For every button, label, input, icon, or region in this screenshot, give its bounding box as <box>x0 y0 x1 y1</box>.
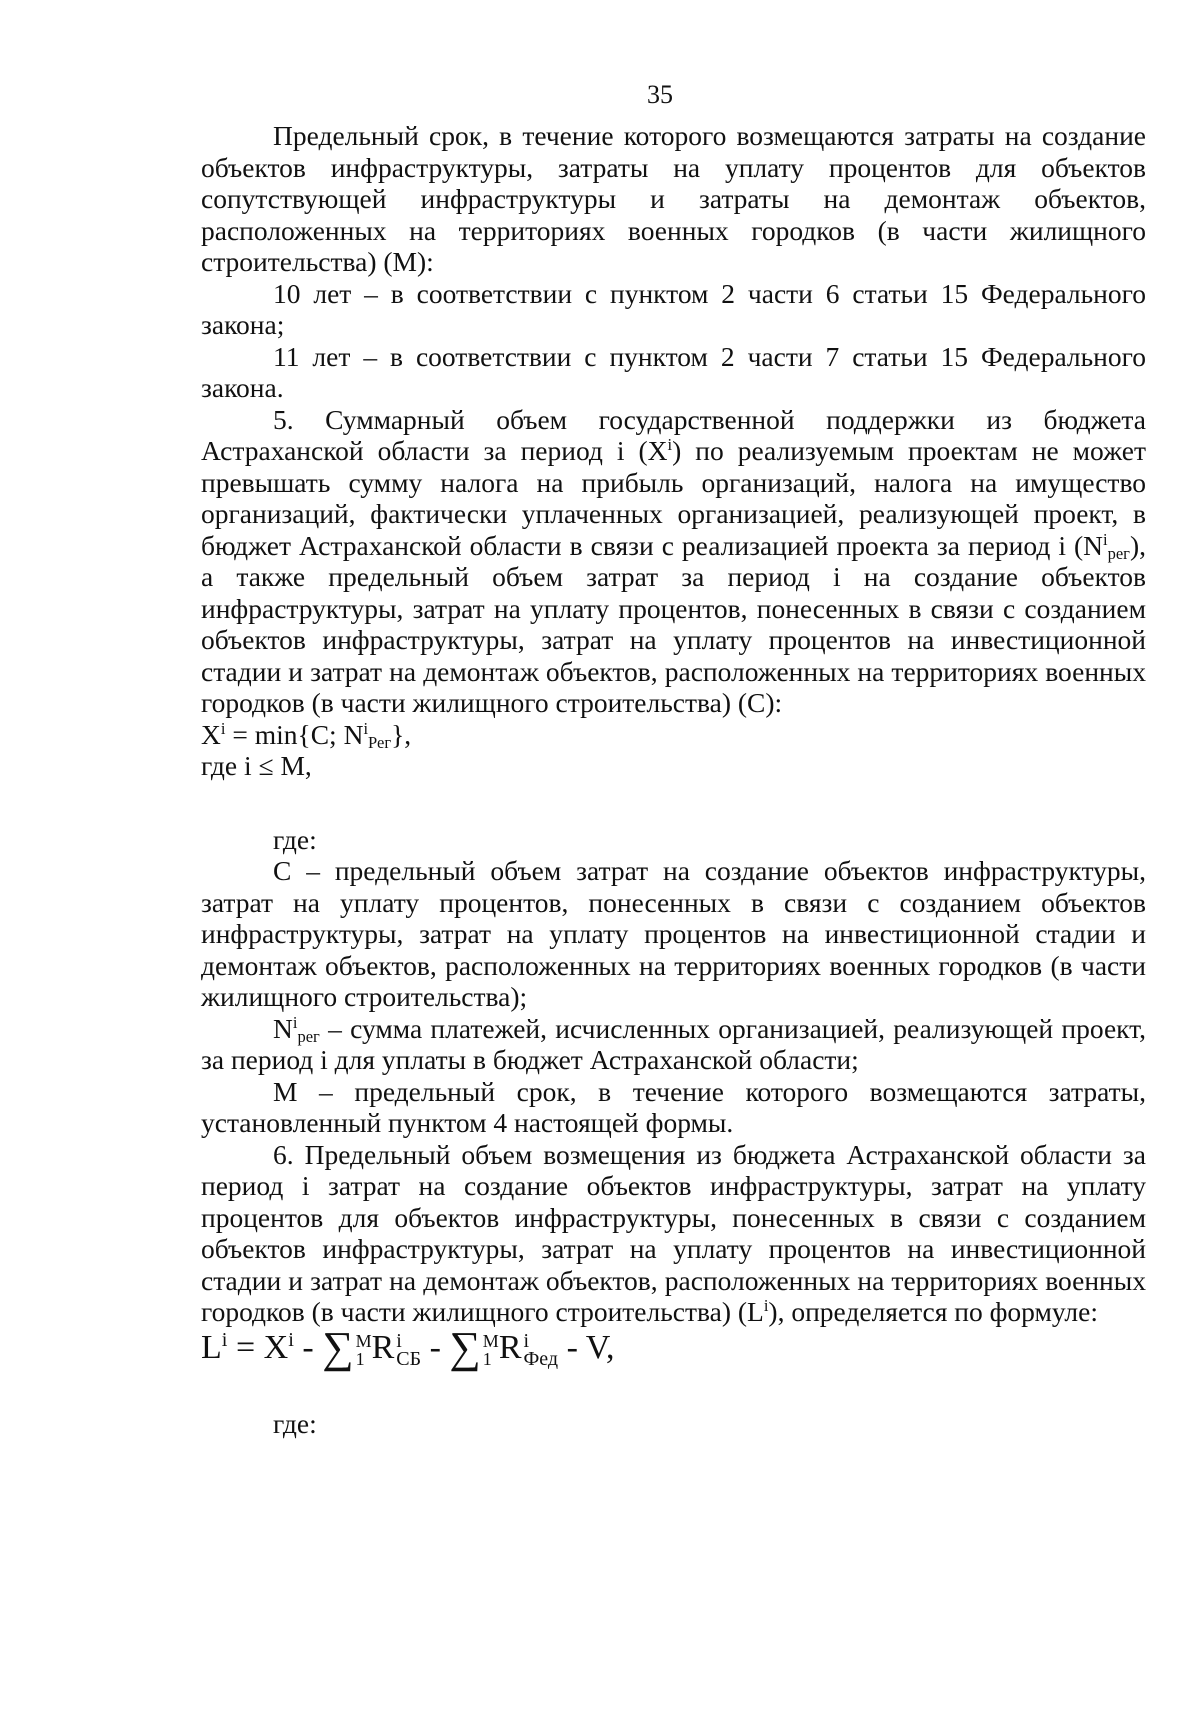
sum-sign: ∑ <box>322 1322 354 1372</box>
paragraph-term: Предельный срок, в течение которого возмещаются затраты на создание объектов инфраструктуры, затраты на уплату процентов для объектов сопутствующей инфраструктуры и затраты на демонтаж объектов, расположенных на территориях военных городков (в части жилищного строительства) (М): <box>201 120 1146 277</box>
superscript-i: i <box>667 435 673 455</box>
sum-limits: M 1 <box>482 1330 499 1369</box>
page-number: 35 <box>647 80 673 109</box>
sum-sign: ∑ <box>449 1322 481 1372</box>
where-label-1: где: <box>273 823 317 855</box>
sum-limits: M 1 <box>355 1330 372 1369</box>
paragraph-6: 6. Предельный объем возмещения из бюджета Астраханской области за период i затрат на создание объектов инфраструктуры, затрат на уплату процентов для объектов инфраструктуры, понесенных в связи с созданием объектов инфраструктуры, затрат на уплату процентов на инвестиционной стадии и затрат на демонтаж объектов, расположенных на территориях военных городков (в части жилищного строительства) $(L^i)$, определяется по формуле: <box>201 1138 1146 1327</box>
definition-c: С – предельный объем затрат на создание объектов инфраструктуры, затрат на уплату процентов, понесенных в связи с созданием объектов инфраструктуры, затрат на уплату процентов на инвестиционной стадии и демонтаж объектов, расположенных на территориях военных городков (в части жилищного строительства); <box>201 855 1146 1012</box>
paragraph-11-years: 11 лет – в соответствии с пунктом 2 части 7 статьи 15 Федерального закона. <box>201 340 1146 403</box>
formula-l: $L^i = X^i$ - ∑ M 1 R i СБ - ∑ M 1 R i Фед - V, <box>201 1322 615 1372</box>
where-label-2: где: <box>273 1407 317 1439</box>
superscript-i: i <box>1103 529 1108 549</box>
document-body <box>201 120 1146 1439</box>
formula-x-min: $X^i = \min\{C$; $N^i_{Рег}$}, <box>201 718 412 752</box>
subscript-reg: рег <box>1107 543 1130 563</box>
paragraph-5-part-c: ), а также предельный объем затрат за период i на создание объектов инфраструктуры, затрат на уплату процентов, понесенных в связи с созданием объектов инфраструктуры, затрат на уплату процентов на инвестиционной стадии и затрат на демонтаж объектов, расположенных на территориях военных городков (в части жилищного строительства) (С): <box>201 529 1146 718</box>
paragraph-5-part-a: 5. Суммарный объем государственной поддержки из бюджета Астраханской области за период i (X <box>201 403 1146 466</box>
formula-condition: где i ≤ M, <box>201 750 312 781</box>
paragraph-5 <box>201 404 1146 719</box>
paragraph-10-years: 10 лет – в соответствии с пунктом 2 части 6 статьи 15 Федерального закона; <box>201 277 1146 340</box>
definition-n-reg: $N^i_{рег}$ – сумма платежей, исчисленных организацией, реализующей проект, за период i для уплаты в бюджет Астраханской области; <box>201 1012 1146 1075</box>
definition-m: М – предельный срок, в течение которого возмещаются затраты, установленный пунктом 4 настоящей формы. <box>201 1075 1146 1138</box>
paragraph-5-part-b: ) по реализуемым проектам не может превышать сумму налога на прибыль организаций, налога на имущество организаций, фактически уплаченных организацией, реализующей проект, в бюджет Астраханской области в связи с реализацией проекта за период i (N <box>201 435 1146 561</box>
